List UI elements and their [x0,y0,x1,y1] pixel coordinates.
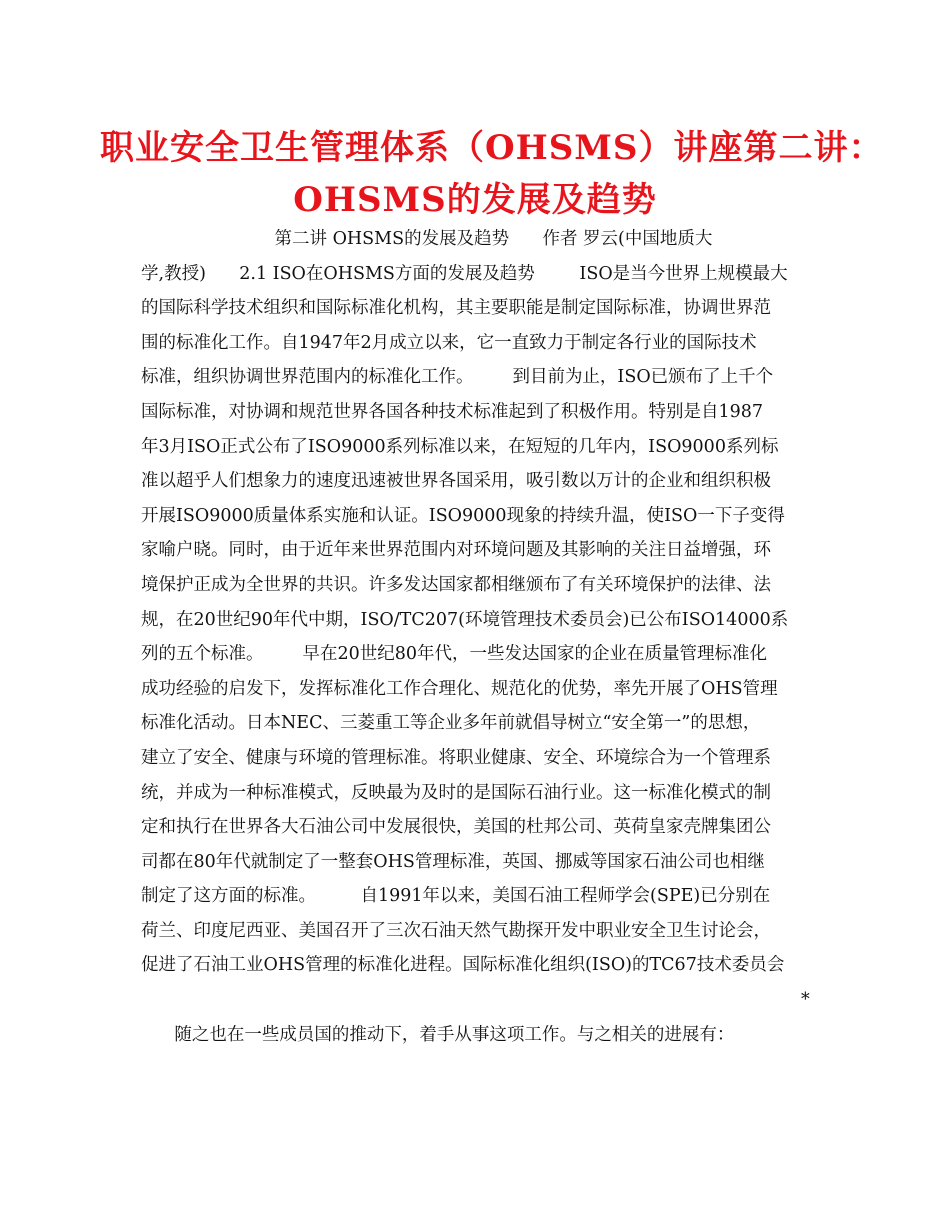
body-line: 境保护正成为全世界的共识。许多发达国家都相继颁布了有关环境保护的法律、法 [141,574,771,595]
body-line: 荷兰、印度尼西亚、美国召开了三次石油天然气勘探开发中职业安全卫生讨论会， [141,920,771,941]
body-line: 家喻户晓。同时，由于近年来世界范围内对环境问题及其影响的关注日益增强，环 [141,540,771,561]
body-line: 列的五个标准。 早在20世纪80年代，一些发达国家的企业在质量管理标准化 [141,644,767,665]
body-line: 开展ISO9000质量体系实施和认证。ISO9000现象的持续升温，使ISO一下子变得 [141,505,785,526]
body-line: 国际标准，对协调和规范世界各国各种技术标准起到了积极作用。特别是自1987 [141,401,764,422]
body-line: 成功经验的启发下，发挥标准化工作合理化、规范化的优势，率先开展了OHS管理 [141,678,778,699]
body-line: 围的标准化工作。自1947年2月成立以来，它一直致力于制定各行业的国际技术 [141,332,757,353]
document-body [141,222,821,1045]
body-line: 定和执行在世界各大石油公司中发展很快，美国的杜邦公司、英荷皇家壳牌集团公 [141,817,771,838]
body-line: 标准化活动。日本NEC、三菱重工等企业多年前就倡导树立“安全第一”的思想， [141,713,761,734]
body-line: 建立了安全、健康与环境的管理标准。将职业健康、安全、环境综合为一个管理系 [141,747,771,768]
body-line: 标准，组织协调世界范围内的标准化工作。 到目前为止，ISO已颁布了上千个 [141,367,774,388]
body-line: 年3月ISO正式公布了ISO9000系列标准以来，在短短的几年内，ISO9000系列标 [141,436,779,457]
body-line-last [141,983,821,1045]
body-line: 第二讲 OHSMS的发展及趋势 作者 罗云(中国地质大 [141,229,713,249]
body-line: 的国际科学技术组织和国际标准化机构，其主要职能是制定国际标准，协调世界范 [141,298,771,319]
title-line-2: OHSMS的发展及趋势 [293,180,657,220]
body-line: 制定了这方面的标准。 自1991年以来，美国石油工程师学会(SPE)已分别在 [141,886,771,907]
document-title [100,122,884,226]
body-line: 促进了石油工业OHS管理的标准化进程。国际标准化组织(ISO)的TC67技术委员会 [141,955,785,976]
body-line: 司都在80年代就制定了一整套OHS管理标准，英国、挪威等国家石油公司也相继 [141,851,765,872]
trailing-asterisk: * [801,990,810,1011]
body-line: 学,教授) 2.1 ISO在OHSMS方面的发展及趋势 ISO是当今世界上规模最大 [141,263,788,284]
title-line-1: 职业安全卫生管理体系（OHSMS）讲座第二讲： [100,128,884,168]
body-line: 统，并成为一种标准模式，反映最为及时的是国际石油行业。这一标准化模式的制 [141,782,771,803]
body-line: 准以超乎人们想象力的速度迅速被世界各国采用，吸引数以万计的企业和组织积极 [141,471,771,492]
body-line: 随之也在一些成员国的推动下，着手从事这项工作。与之相关的进展有： [174,1024,735,1045]
body-line: 规，在20世纪90年代中期，ISO/TC207(环境管理技术委员会)已公布ISO14000系 [141,609,789,630]
